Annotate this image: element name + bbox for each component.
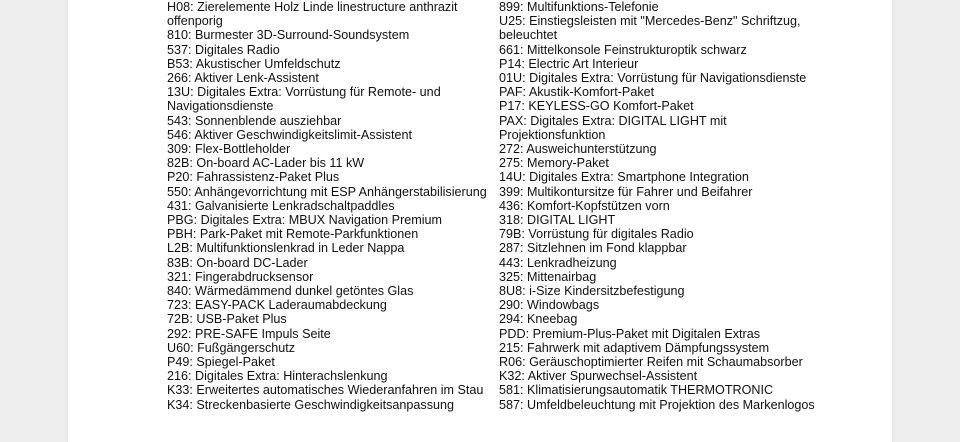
equipment-item: B53: Akustischer Umfeldschutz [167,56,341,71]
equipment-item: 550: Anhängevorrichtung mit ESP Anhängerstabilisierung [167,184,487,199]
equipment-list-left [167,0,497,412]
equipment-item: 325: Mittenairbag [499,269,597,284]
equipment-item: K32: Aktiver Spurwechsel-Assistent [499,369,698,384]
equipment-item: 309: Flex-Bottleholder [167,142,291,157]
equipment-item: 546: Aktiver Geschwindigkeitslimit-Assistent [167,127,412,142]
equipment-item: PAX: Digitales Extra: DIGITAL LIGHT mit Projektionsfunktion [499,113,727,142]
equipment-item: 82B: On-board AC-Lader bis 11 kW [167,156,365,171]
equipment-item: U60: Fußgängerschutz [167,340,296,355]
equipment-item: PAF: Akustik-Komfort-Paket [499,85,655,100]
equipment-item: 83B: On-board DC-Lader [167,255,308,270]
equipment-item: 275: Memory-Paket [499,156,609,171]
equipment-item: PBG: Digitales Extra: MBUX Navigation Premium [167,213,443,228]
equipment-item: 810: Burmester 3D-Surround-Soundsystem [167,28,410,43]
equipment-item: 290: Windowbags [499,298,600,313]
equipment-item: P49: Spiegel-Paket [167,355,275,370]
equipment-item: 399: Multikontursitze für Fahrer und Beifahrer [499,184,753,199]
equipment-item: 13U: Digitales Extra: Vorrüstung für Remote- und Navigationsdienste [167,85,441,114]
equipment-item: 899: Multifunktions-Telefonie [499,0,659,14]
equipment-item: 537: Digitales Radio [167,42,280,57]
equipment-item: L2B: Multifunktionslenkrad in Leder Nappa [167,241,405,256]
equipment-item: R06: Geräuschoptimierter Reifen mit Schaumabsorber [499,355,803,370]
equipment-document-page [68,0,892,442]
equipment-item: 543: Sonnenblende ausziehbar [167,113,342,128]
equipment-item: 581: Klimatisierungsautomatik THERMOTRONIC [499,383,774,398]
equipment-item: 431: Galvanisierte Lenkradschaltpaddles [167,198,395,213]
equipment-item: 287: Sitzlehnen im Fond klappbar [499,241,687,256]
equipment-item: 840: Wärmedämmend dunkel getöntes Glas [167,284,414,299]
equipment-item: 72B: USB-Paket Plus [167,312,287,327]
equipment-item: PDD: Premium-Plus-Paket mit Digitalen Extras [499,326,761,341]
equipment-item: 272: Ausweichunterstützung [499,142,657,157]
equipment-item: PBH: Park-Paket mit Remote-Parkfunktionen [167,227,419,242]
equipment-item: U25: Einstiegsleisten mit "Mercedes-Benz" Schriftzug, beleuchtet [499,14,801,43]
equipment-item: 321: Fingerabdrucksensor [167,269,314,284]
equipment-item: 8U8: i-Size Kindersitzbefestigung [499,284,685,299]
equipment-item: 443: Lenkradheizung [499,255,617,270]
equipment-item: 723: EASY-PACK Laderaumabdeckung [167,298,387,313]
equipment-item: K33: Erweitertes automatisches Wiederanfahren im Stau [167,383,484,398]
equipment-item: P17: KEYLESS-GO Komfort-Paket [499,99,694,114]
equipment-item: 215: Fahrwerk mit adaptivem Dämpfungssystem [499,340,770,355]
equipment-item: 01U: Digitales Extra: Vorrüstung für Navigationsdienste [499,71,807,86]
equipment-item: 79B: Vorrüstung für digitales Radio [499,227,694,242]
equipment-item: 266: Aktiver Lenk-Assistent [167,71,319,86]
equipment-item: P14: Electric Art Interieur [499,56,639,71]
equipment-list-right [499,0,829,412]
equipment-item: 292: PRE-SAFE Impuls Seite [167,326,331,341]
equipment-item: 436: Komfort-Kopfstützen vorn [499,198,670,213]
equipment-item: P20: Fahrassistenz-Paket Plus [167,170,340,185]
equipment-item: 294: Kneebag [499,312,578,327]
equipment-item: 216: Digitales Extra: Hinterachslenkung [167,369,388,384]
equipment-item: 318: DIGITAL LIGHT [499,213,616,228]
equipment-item: 587: Umfeldbeleuchtung mit Projektion des Markenlogos [499,397,815,412]
equipment-item: 661: Mittelkonsole Feinstrukturoptik schwarz [499,42,747,57]
equipment-item: K34: Streckenbasierte Geschwindigkeitsanpassung [167,397,455,412]
equipment-item: H08: Zierelemente Holz Linde linestructure anthrazit offenporig [167,0,458,29]
equipment-item: 14U: Digitales Extra: Smartphone Integration [499,170,749,185]
